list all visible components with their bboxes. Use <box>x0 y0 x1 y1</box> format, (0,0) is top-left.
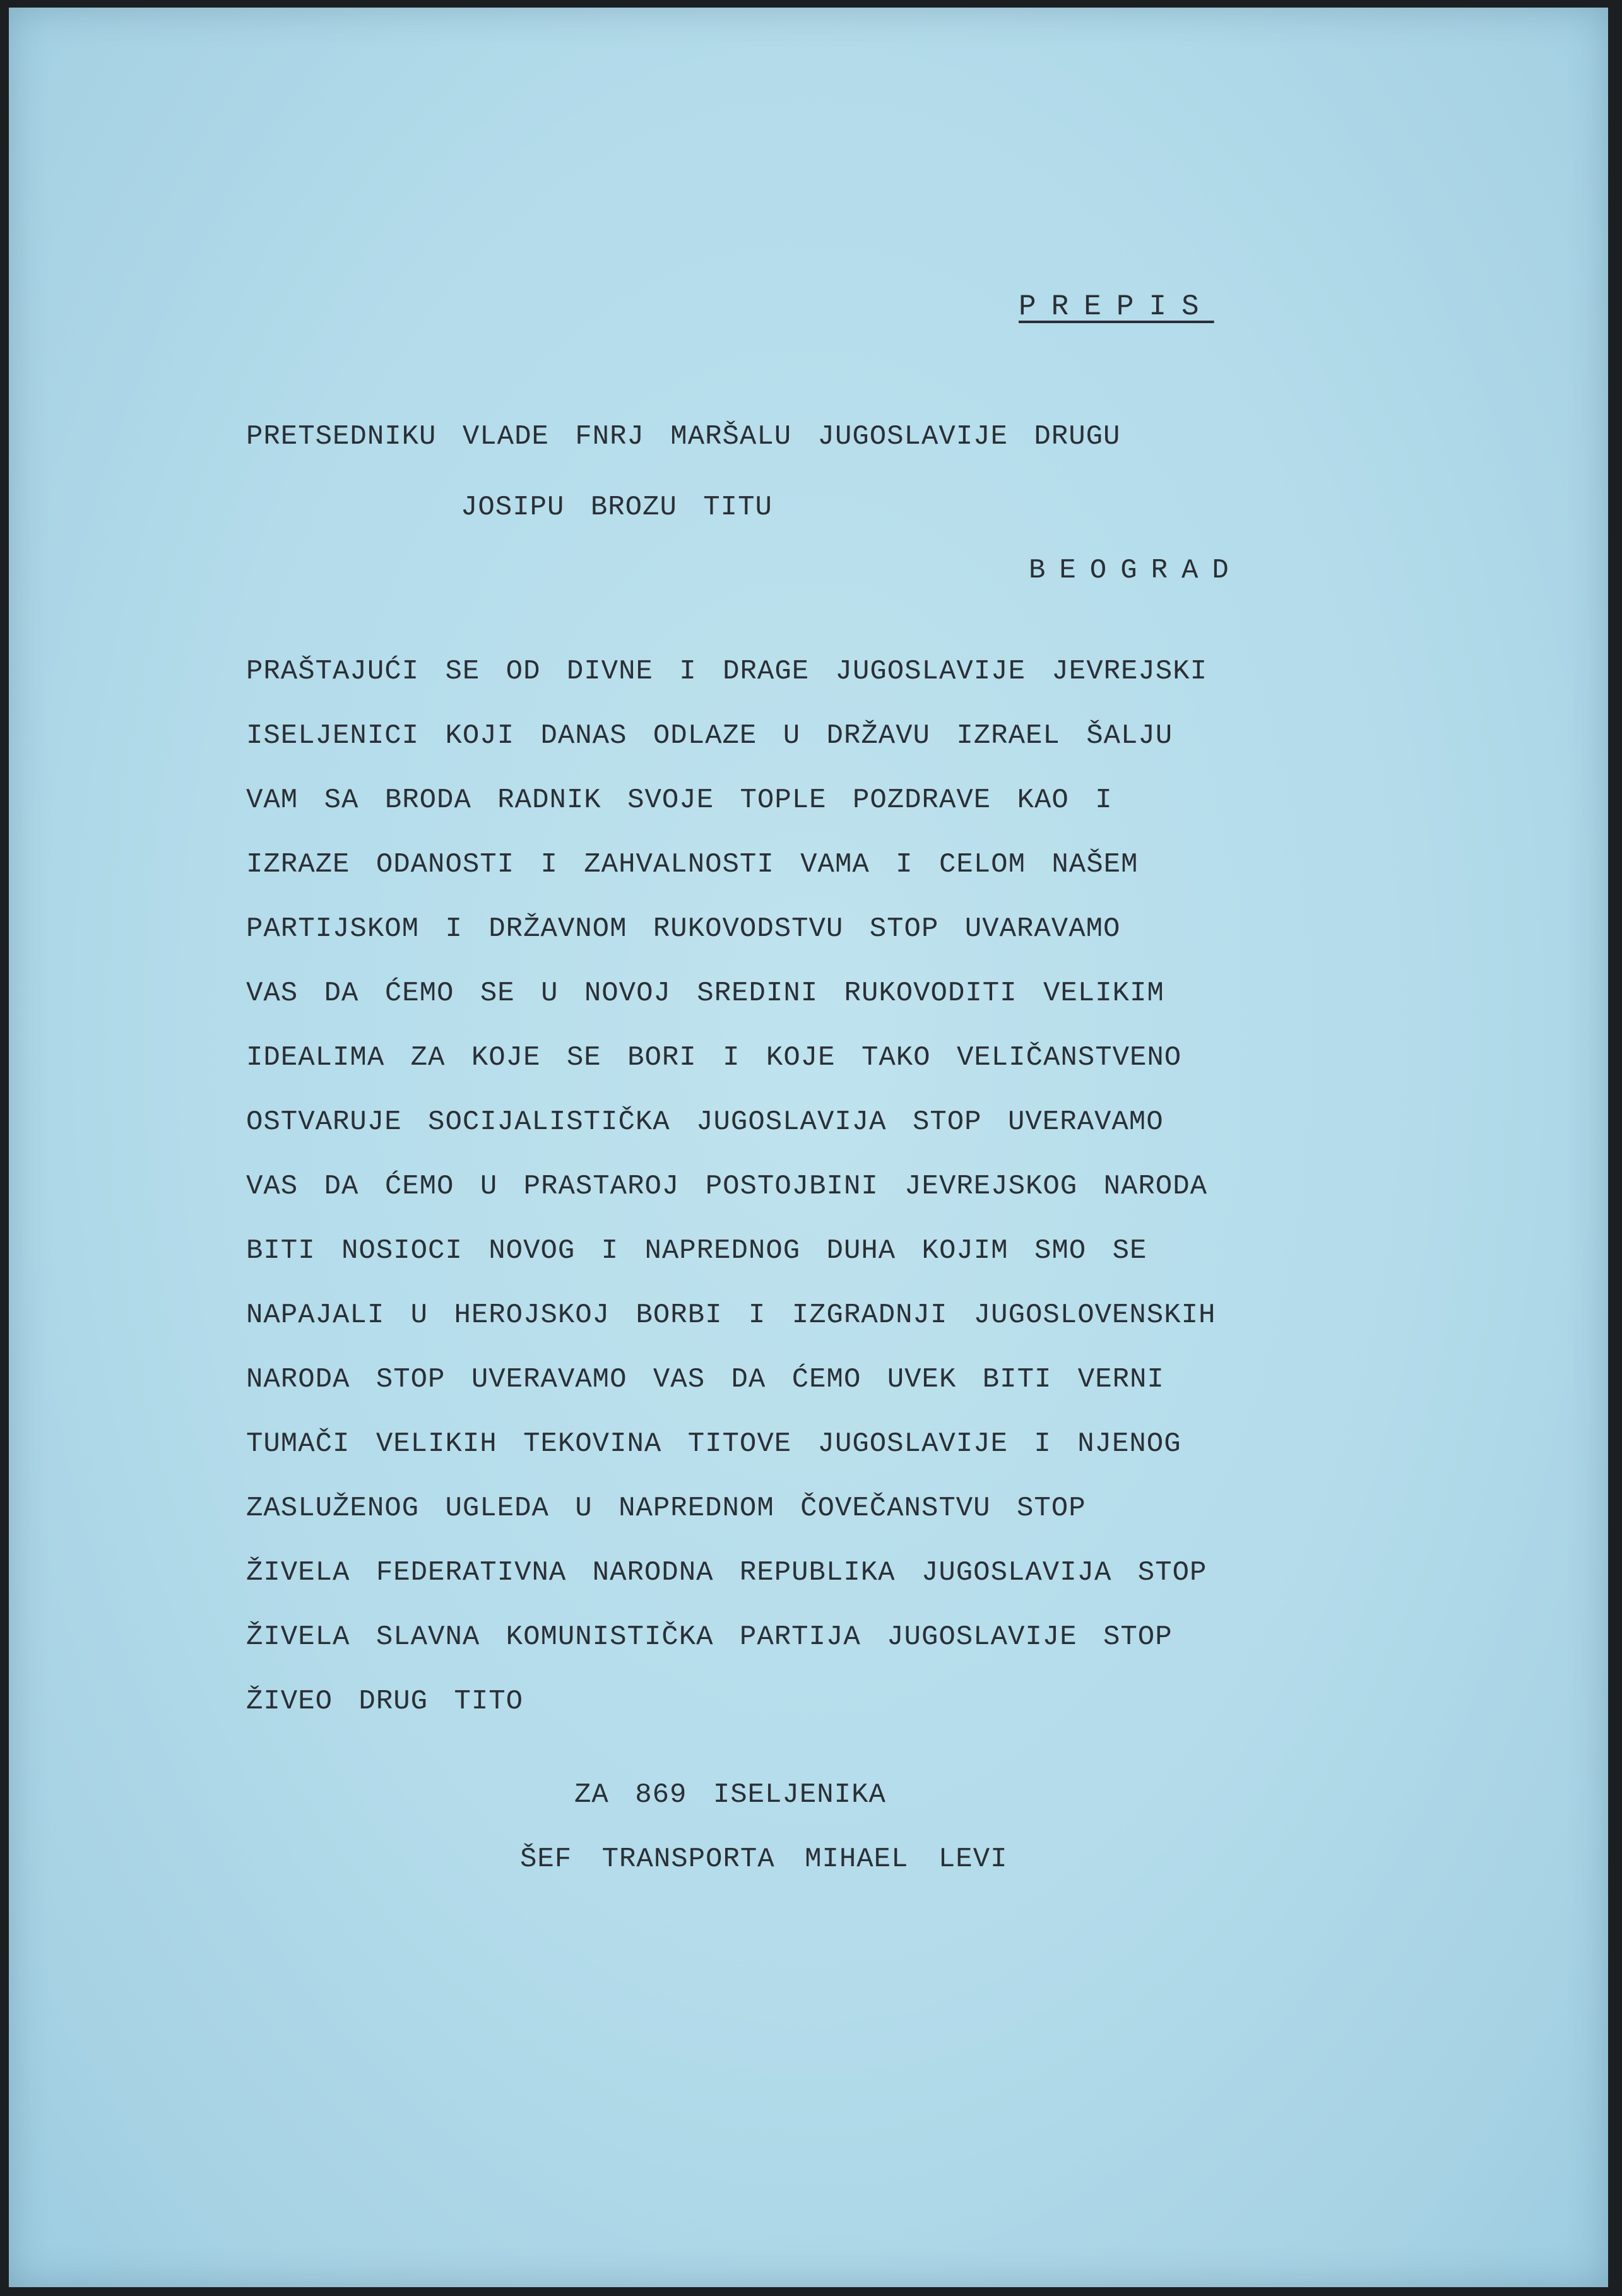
body-line-2: ISELJENICI KOJI DANAS ODLAZE U DRŽAVU IZRAEL ŠALJU <box>246 720 1173 752</box>
body-line-8: OSTVARUJE SOCIJALISTIČKA JUGOSLAVIJA STOP UVERAVAMO <box>246 1106 1164 1138</box>
body-line-14: ZASLUŽENOG UGLEDA U NAPREDNOM ČOVEČANSTVU STOP <box>246 1493 1086 1524</box>
body-line-17: ŽIVEO DRUG TITO <box>246 1686 524 1717</box>
body-line-16: ŽIVELA SLAVNA KOMUNISTIČKA PARTIJA JUGOSLAVIJE STOP <box>246 1621 1173 1653</box>
body-line-6: VAS DA ĆEMO SE U NOVOJ SREDINI RUKOVODITI VELIKIM <box>246 978 1164 1009</box>
body-line-13: TUMAČI VELIKIH TEKOVINA TITOVE JUGOSLAVIJE I NJENOG <box>246 1428 1181 1460</box>
signature-line-2: ŠEF TRANSPORTA MIHAEL LEVI <box>520 1843 1008 1875</box>
body-line-15: ŽIVELA FEDERATIVNA NARODNA REPUBLIKA JUGOSLAVIJA STOP <box>246 1557 1207 1589</box>
address-line-2: JOSIPU BROZU TITU <box>461 492 773 523</box>
address-line-1: PRETSEDNIKU VLADE FNRJ MARŠALU JUGOSLAVIJE DRUGU <box>246 421 1121 453</box>
body-line-10: BITI NOSIOCI NOVOG I NAPREDNOG DUHA KOJIM SMO SE <box>246 1235 1147 1267</box>
typewritten-page <box>9 8 1608 2287</box>
body-line-9: VAS DA ĆEMO U PRASTAROJ POSTOJBINI JEVREJSKOG NARODA <box>246 1171 1208 1202</box>
paper-edge-shadow <box>9 8 1608 2287</box>
body-line-11: NAPAJALI U HEROJSKOJ BORBI I IZGRADNJI JUGOSLOVENSKIH <box>246 1299 1216 1331</box>
city-line: BEOGRAD <box>1029 555 1243 586</box>
body-line-12: NARODA STOP UVERAVAMO VAS DA ĆEMO UVEK BITI VERNI <box>246 1364 1164 1395</box>
body-line-1: PRAŠTAJUĆI SE OD DIVNE I DRAGE JUGOSLAVIJE JEVREJSKI <box>246 656 1208 687</box>
signature-line-1: ZA 869 ISELJENIKA <box>574 1779 886 1811</box>
body-line-3: VAM SA BRODA RADNIK SVOJE TOPLE POZDRAVE KAO I <box>246 784 1113 816</box>
body-line-7: IDEALIMA ZA KOJE SE BORI I KOJE TAKO VELIČANSTVENO <box>246 1042 1182 1074</box>
document-title: PREPIS <box>1019 290 1214 323</box>
body-line-5: PARTIJSKOM I DRŽAVNOM RUKOVODSTVU STOP UVARAVAMO <box>246 913 1121 945</box>
body-line-4: IZRAZE ODANOSTI I ZAHVALNOSTI VAMA I CELOM NAŠEM <box>246 849 1139 880</box>
